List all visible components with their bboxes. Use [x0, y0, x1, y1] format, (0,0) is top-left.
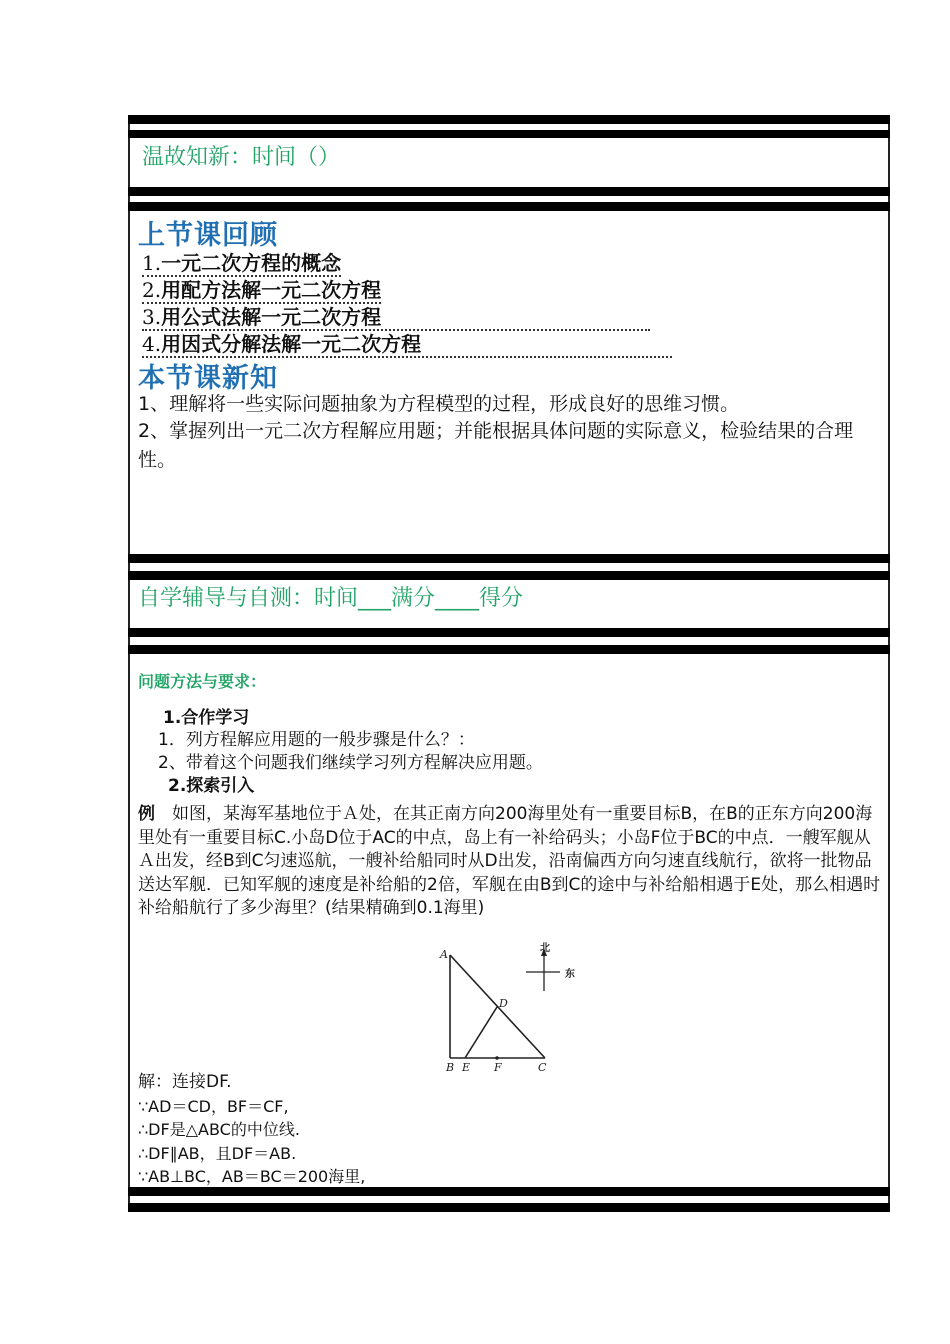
divider-bar [128, 1187, 890, 1196]
methods-heading: 问题方法与要求： [138, 672, 267, 691]
divider-bar [128, 645, 890, 654]
divider-bar [128, 202, 890, 211]
review-item-4 [142, 332, 672, 358]
review-item-number: 2. [142, 278, 162, 302]
last-lesson-heading: 上节课回顾 [138, 220, 278, 251]
compass-north-label: 北 [540, 943, 550, 954]
coop-question-1: 1．列方程解应用题的一般步骤是什么？： [158, 730, 475, 750]
segment-ac [450, 955, 545, 1058]
label-a: A [440, 948, 448, 961]
example-problem [138, 803, 886, 921]
review-item-text: 用配方法解一元二次方程 [161, 278, 382, 302]
goal-2: 2、掌握列出一元二次方程解应用题；并能根据具体问题的实际意义，检验结果的合理性。 [138, 420, 854, 471]
divider-bar [128, 130, 890, 138]
review-item-number: 1. [142, 251, 162, 275]
solution-line: ∵AD＝CD，BF＝CF, [138, 1096, 289, 1116]
review-item-text: 用因式分解法解一元二次方程 [161, 332, 422, 356]
label-f: F [494, 1061, 502, 1074]
review-item-text: 一元二次方程的概念 [161, 251, 342, 275]
divider-bar [128, 115, 890, 124]
point-f [495, 1056, 499, 1060]
self-study-title: 自学辅导与自测：时间___满分____得分 [138, 586, 524, 611]
label-e: E [462, 1061, 471, 1074]
divider-bar [128, 571, 890, 580]
new-knowledge-heading: 本节课新知 [138, 363, 278, 394]
review-item-1 [142, 251, 341, 277]
review-item-2 [142, 278, 381, 304]
segment-de [465, 1007, 497, 1058]
solution-line: 解：连接DF. [138, 1072, 232, 1092]
coop-question-2: 2、带着这个问题我们继续学习列方程解决应用题。 [158, 753, 543, 773]
solution-line: ∴DF∥AB，且DF＝AB. [138, 1143, 297, 1163]
frame-left-border [128, 115, 130, 1212]
solution-line: ∴DF是△ABC的中位线. [138, 1120, 300, 1139]
coop-title: 1.合作学习 [163, 708, 250, 728]
solution-line: ∵AB⊥BC，AB＝BC＝200海里, [138, 1167, 366, 1186]
review-item-3 [142, 305, 650, 331]
divider-bar [128, 1203, 890, 1212]
triangle-figure [434, 940, 594, 1076]
review-item-number: 3. [142, 305, 162, 329]
example-text: 如图，某海军基地位于Ａ处，在其正南方向200海里处有一重要目标B，在B的正东方向200海里处有一重要目标C.小岛D位于AC的中点，岛上有一补给码头；小岛F位于BC的中点．一艘军舰从Ａ出发，经B到C匀速巡航，一艘补给船同时从D出发，沿南偏西方向匀速直线航行，欲将一批物品送达军舰．已知军舰的速度是补给船的2倍，军舰在由B到C的途中与补给船相遇于E处，那么相遇时补给船航行了多少海里？(结果精确到0.1海里) [138, 804, 881, 918]
review-item-text: 用公式法解一元二次方程 [161, 305, 382, 329]
divider-bar [128, 187, 890, 196]
label-c: C [538, 1061, 547, 1074]
label-b: B [446, 1061, 455, 1074]
explore-title: 2.探索引入 [168, 776, 255, 796]
divider-bar [128, 628, 890, 637]
frame-right-border [888, 115, 890, 1212]
example-label: 例 [138, 804, 155, 824]
solution-block [138, 1071, 365, 1189]
label-d: D [499, 997, 508, 1010]
review-item-number: 4. [142, 332, 162, 356]
goal-1: 1、理解将一些实际问题抽象为方程模型的过程，形成良好的思维习惯。 [138, 393, 740, 415]
compass-east-label: 东 [565, 969, 575, 980]
review-section-title: 温故知新：时间（） [142, 145, 341, 170]
divider-bar [128, 554, 890, 563]
